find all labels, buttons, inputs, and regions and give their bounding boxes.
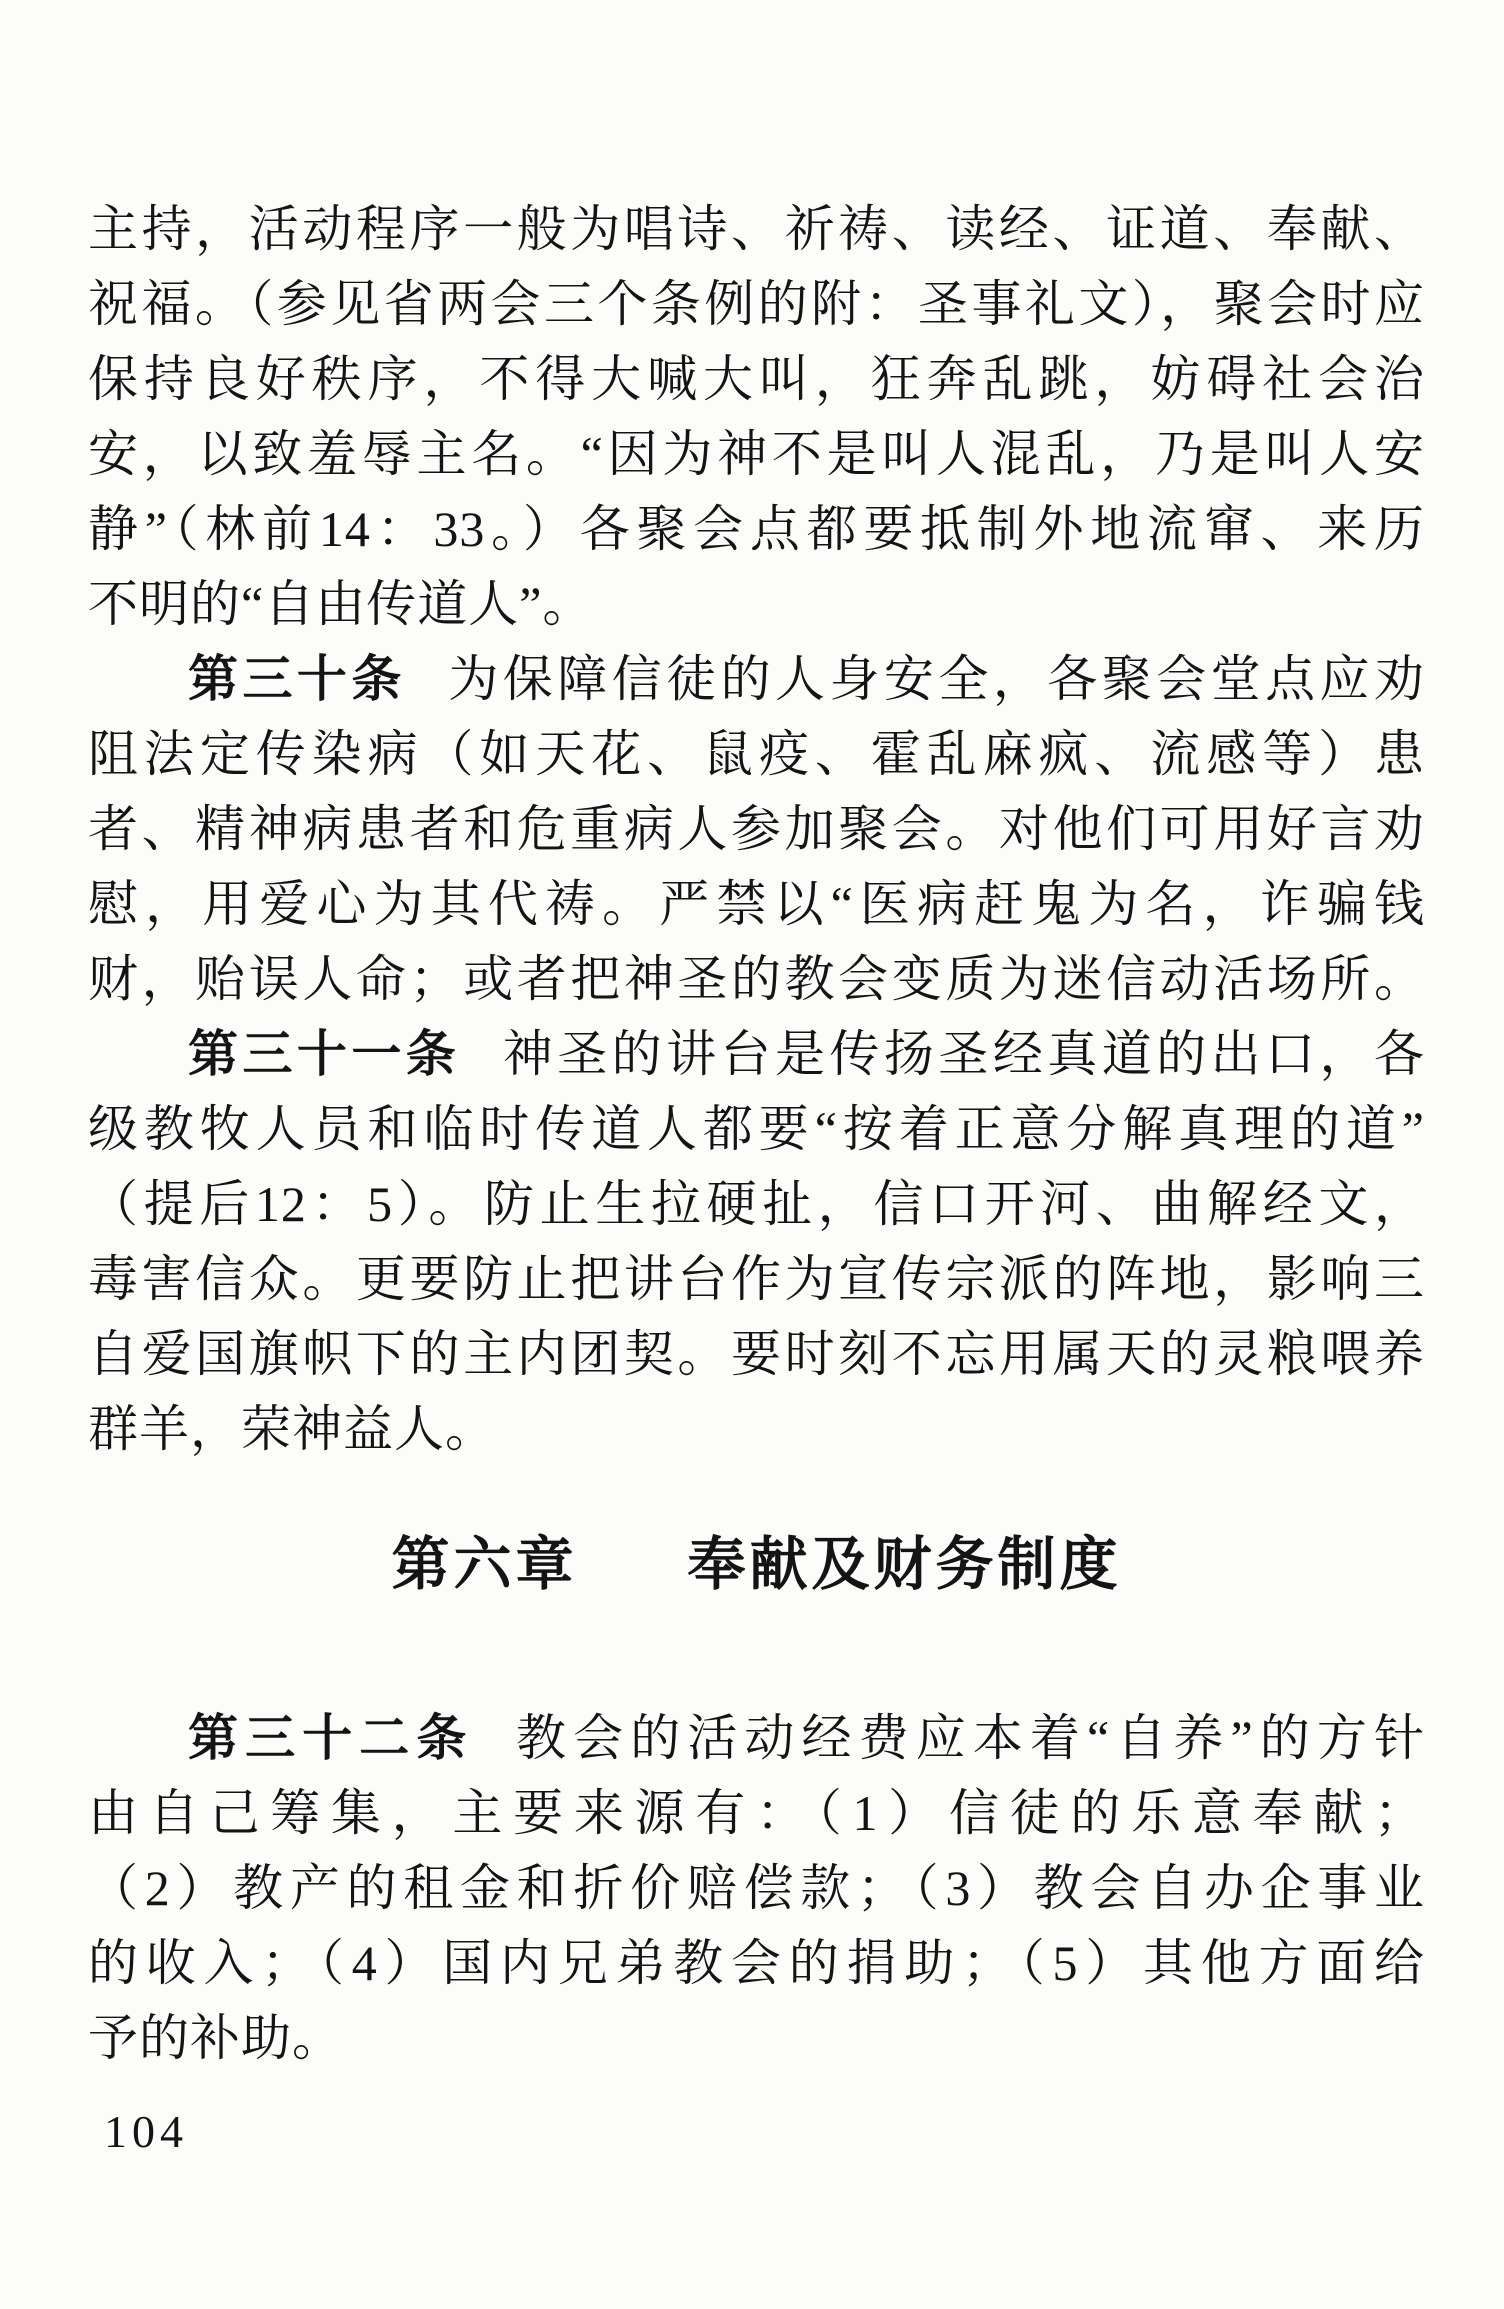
line-text: 级教牧人员和临时传道人都要“按着正意分解真理的道” [88, 1101, 1425, 1157]
line-text: 慰，用爱心为其代祷。严禁以“医病赶鬼为名，诈骗钱 [88, 876, 1425, 932]
line-text: 予的补助。 [88, 2010, 343, 2066]
text-line [88, 2001, 1425, 2076]
line-text: 群羊，荣神益人。 [88, 1401, 496, 1457]
text-line [88, 642, 1425, 717]
line-text: 静”（林前14：33。）各聚会点都要抵制外地流窜、来历 [88, 501, 1425, 557]
line-text: 安，以致羞辱主名。“因为神不是叫人混乱，乃是叫人安 [88, 426, 1425, 482]
text-line [88, 192, 1425, 267]
line-text: （2）教产的租金和折价赔偿款；（3）教会自办企事业 [88, 1860, 1425, 1916]
text-line [88, 1017, 1425, 1092]
text-line [88, 267, 1425, 342]
line-text: 祝福。（参见省两会三个条例的附：圣事礼文），聚会时应 [88, 276, 1425, 332]
text-line [88, 1392, 1425, 1467]
chapter-number: 第六章 [391, 1532, 578, 1597]
text-line [88, 1242, 1425, 1317]
text-line [88, 1167, 1425, 1242]
line-text: 为保障信徒的人身安全，各聚会堂点应劝 [448, 651, 1426, 707]
text-line [88, 417, 1425, 492]
line-text: 财，贻误人命；或者把神圣的教会变质为迷信动活场所。 [88, 951, 1425, 1007]
text-column [88, 192, 1425, 2076]
line-text: 由自己筹集，主要来源有：（1）信徒的乐意奉献； [88, 1785, 1425, 1841]
line-text: 的收入；（4）国内兄弟教会的捐助；（5）其他方面给 [88, 1935, 1425, 1991]
article-number-label: 第三十条 [188, 651, 406, 707]
page-number: 104 [104, 2106, 188, 2157]
line-text: 教会的活动经费应本着“自养”的方针 [516, 1710, 1426, 1766]
chapter-heading [88, 1525, 1425, 1605]
text-line [88, 1851, 1425, 1926]
text-line [88, 1776, 1425, 1851]
chapter-title: 奉献及财务制度 [687, 1532, 1122, 1597]
line-text: （提后12：5）。防止生拉硬扯，信口开河、曲解经文， [88, 1176, 1425, 1232]
line-text: 不明的“自由传道人”。 [88, 576, 594, 632]
line-text: 主持，活动程序一般为唱诗、祈祷、读经、证道、奉献、 [88, 201, 1425, 257]
text-line [88, 1092, 1425, 1167]
text-line [88, 792, 1425, 867]
text-line [88, 717, 1425, 792]
line-text: 毒害信众。更要防止把讲台作为宣传宗派的阵地，影响三 [88, 1251, 1425, 1307]
line-text: 者、精神病患者和危重病人参加聚会。对他们可用好言劝 [88, 801, 1425, 857]
text-line [88, 867, 1425, 942]
text-line [88, 567, 1425, 642]
text-line [88, 1317, 1425, 1392]
line-text: 神圣的讲台是传扬圣经真道的出口，各 [502, 1026, 1426, 1082]
text-line [88, 942, 1425, 1017]
text-line [88, 1701, 1425, 1776]
text-line [88, 1926, 1425, 2001]
section-body-after-heading [88, 1701, 1425, 2076]
section-body-before-heading [88, 192, 1425, 1467]
text-line [88, 342, 1425, 417]
article-number-label: 第三十一条 [188, 1026, 461, 1082]
article-number-label: 第三十二条 [188, 1710, 474, 1766]
text-line [88, 492, 1425, 567]
line-text: 保持良好秩序，不得大喊大叫，狂奔乱跳，妨碍社会治 [88, 351, 1425, 407]
line-text: 阻法定传染病（如天花、鼠疫、霍乱麻疯、流感等）患 [88, 726, 1425, 782]
line-text: 自爱国旗帜下的主内团契。要时刻不忘用属天的灵粮喂养 [88, 1326, 1425, 1382]
